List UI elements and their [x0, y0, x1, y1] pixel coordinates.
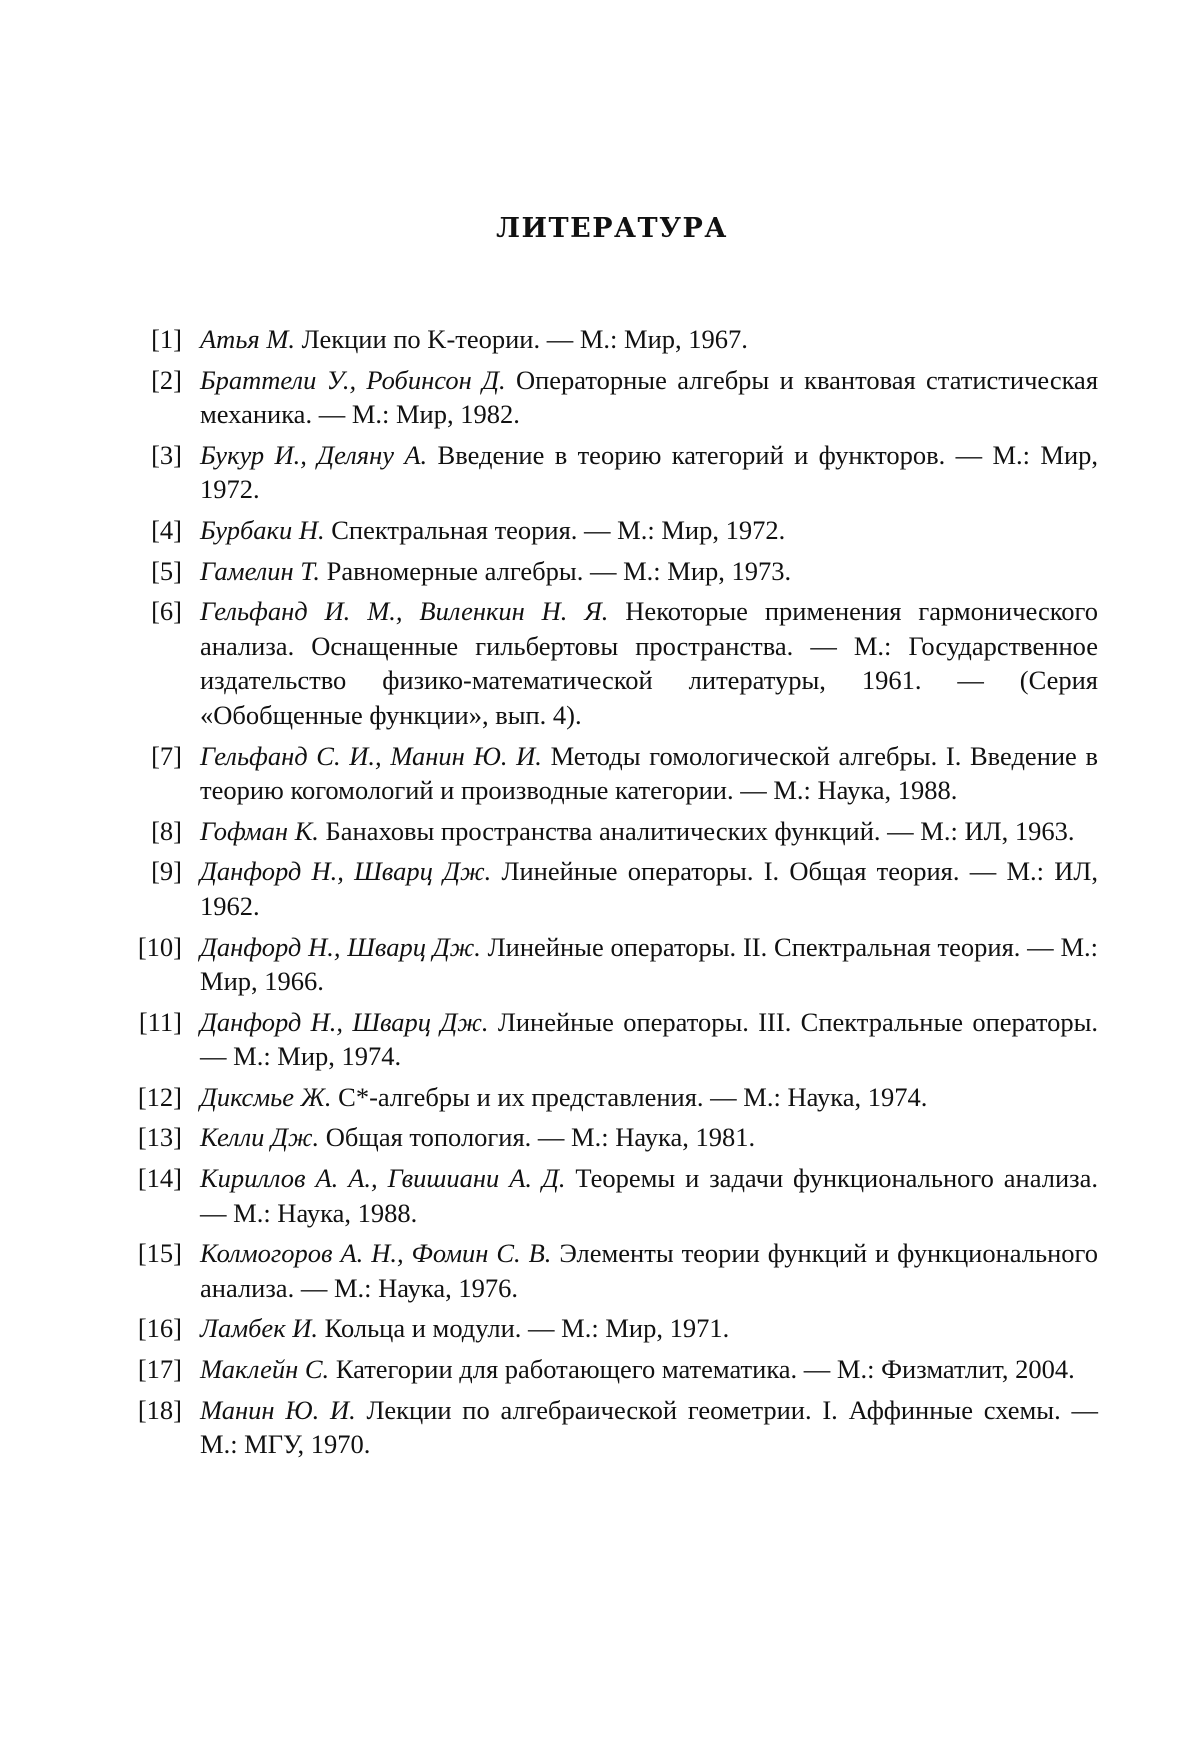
reference-number: [14]	[128, 1161, 182, 1196]
reference-number: [5]	[128, 554, 182, 589]
reference-text: Некоторые применения гармонического анализа. Оснащенные гильбертовы пространства. — М.: Государственное издательство физико-математической литературы, 1961. — (Серия «Обобщенные функции», вып. 4).	[200, 596, 1098, 730]
reference-authors: Атья М.	[200, 324, 295, 354]
reference-number: [15]	[128, 1236, 182, 1271]
reference-authors: Ламбек И.	[200, 1313, 318, 1343]
reference-number: [11]	[128, 1005, 182, 1040]
document-page	[0, 0, 1200, 1739]
reference-authors: Келли Дж.	[200, 1122, 319, 1152]
reference-number: [7]	[128, 739, 182, 774]
reference-text: Кольца и модули. — М.: Мир, 1971.	[325, 1313, 730, 1343]
reference-entry	[128, 854, 1098, 923]
reference-number: [10]	[128, 930, 182, 965]
reference-number: [18]	[128, 1393, 182, 1428]
reference-entry	[128, 513, 1098, 548]
reference-entry	[128, 363, 1098, 432]
reference-entry	[128, 594, 1098, 732]
reference-text: Спектральная теория. — М.: Мир, 1972.	[331, 515, 785, 545]
reference-number: [4]	[128, 513, 182, 548]
reference-number: [8]	[128, 814, 182, 849]
reference-number: [2]	[128, 363, 182, 398]
reference-number: [3]	[128, 438, 182, 473]
reference-text: Категории для работающего математика. — М.: Физматлит, 2004.	[336, 1354, 1075, 1384]
reference-authors: Гельфанд И. М., Виленкин Н. Я.	[200, 596, 608, 626]
reference-entry	[128, 1120, 1098, 1155]
reference-entry	[128, 1161, 1098, 1230]
reference-text: Лекции по K-теории. — М.: Мир, 1967.	[302, 324, 748, 354]
reference-text: Линейные операторы. I. Общая теория. — М.: ИЛ, 1962.	[200, 856, 1098, 921]
reference-text: Линейные операторы. III. Спектральные операторы. — М.: Мир, 1974.	[200, 1007, 1098, 1072]
reference-text: Методы гомологической алгебры. I. Введение в теорию когомологий и производные категории. — М.: Наука, 1988.	[200, 741, 1098, 806]
reference-entry	[128, 1236, 1098, 1305]
reference-text: Общая топология. — М.: Наука, 1981.	[326, 1122, 755, 1152]
reference-authors: Браттели У., Робинсон Д.	[200, 365, 506, 395]
reference-authors: Гельфанд С. И., Манин Ю. И.	[200, 741, 542, 771]
reference-authors: Колмогоров А. Н., Фомин С. В.	[200, 1238, 551, 1268]
reference-entry	[128, 1005, 1098, 1074]
reference-number: [1]	[128, 322, 182, 357]
reference-number: [13]	[128, 1120, 182, 1155]
reference-number: [9]	[128, 854, 182, 889]
reference-text: Элементы теории функций и функционального анализа. — М.: Наука, 1976.	[200, 1238, 1098, 1303]
reference-text: Введение в теорию категорий и функторов. — М.: Мир, 1972.	[200, 440, 1098, 505]
reference-text: Банаховы пространства аналитических функций. — М.: ИЛ, 1963.	[326, 816, 1075, 846]
reference-number: [17]	[128, 1352, 182, 1387]
reference-authors: Данфорд Н., Шварц Дж.	[200, 1007, 489, 1037]
reference-entry	[128, 554, 1098, 589]
reference-entry	[128, 930, 1098, 999]
reference-authors: Данфорд Н., Шварц Дж.	[200, 932, 481, 962]
page-title: ЛИТЕРАТУРА	[0, 212, 1200, 246]
reference-entry	[128, 739, 1098, 808]
reference-list	[128, 322, 1098, 1468]
reference-text: Лекции по алгебраической геометрии. I. Аффинные схемы. — М.: МГУ, 1970.	[200, 1395, 1098, 1460]
reference-entry	[128, 1393, 1098, 1462]
reference-entry	[128, 1080, 1098, 1115]
reference-entry	[128, 438, 1098, 507]
reference-authors: Гофман К.	[200, 816, 319, 846]
reference-authors: Диксмье Ж.	[200, 1082, 332, 1112]
reference-entry	[128, 814, 1098, 849]
reference-number: [6]	[128, 594, 182, 629]
reference-entry	[128, 1311, 1098, 1346]
reference-authors: Манин Ю. И.	[200, 1395, 356, 1425]
reference-entry	[128, 1352, 1098, 1387]
reference-authors: Гамелин Т.	[200, 556, 320, 586]
reference-entry	[128, 322, 1098, 357]
reference-number: [16]	[128, 1311, 182, 1346]
reference-text: C*-алгебры и их представления. — М.: Наука, 1974.	[338, 1082, 927, 1112]
reference-text: Линейные операторы. II. Спектральная теория. — М.: Мир, 1966.	[200, 932, 1098, 997]
reference-authors: Маклейн С.	[200, 1354, 329, 1384]
reference-authors: Букур И., Деляну А.	[200, 440, 427, 470]
reference-authors: Кириллов А. А., Гвишиани А. Д.	[200, 1163, 565, 1193]
reference-number: [12]	[128, 1080, 182, 1115]
reference-authors: Бурбаки Н.	[200, 515, 325, 545]
reference-text: Операторные алгебры и квантовая статистическая механика. — М.: Мир, 1982.	[200, 365, 1098, 430]
reference-text: Теоремы и задачи функционального анализа. — М.: Наука, 1988.	[200, 1163, 1098, 1228]
reference-text: Равномерные алгебры. — М.: Мир, 1973.	[327, 556, 792, 586]
reference-authors: Данфорд Н., Шварц Дж.	[200, 856, 491, 886]
